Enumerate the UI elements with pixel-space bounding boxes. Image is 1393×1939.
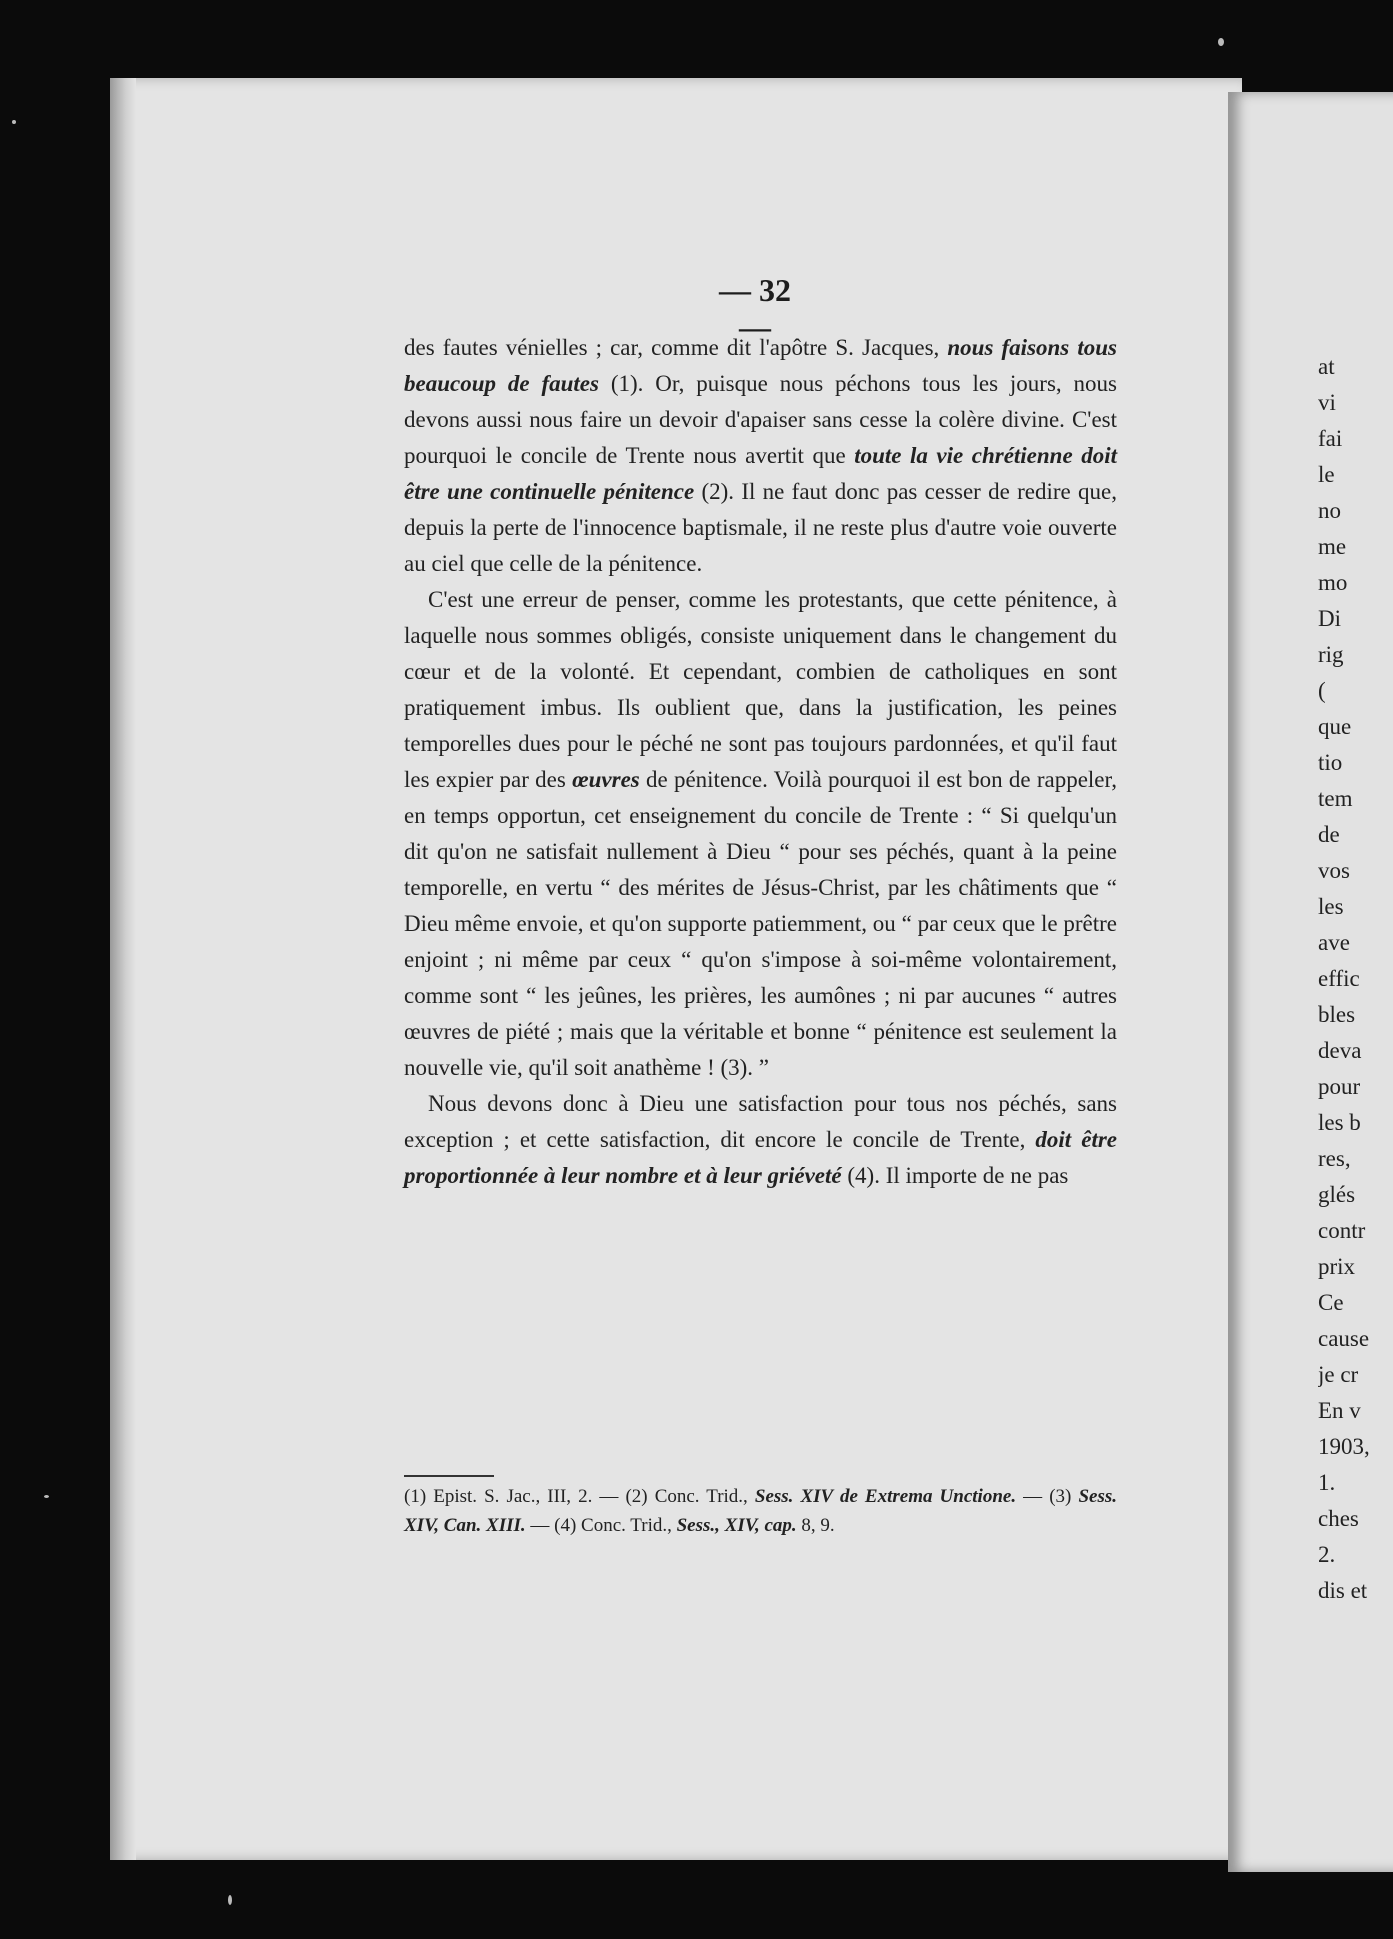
text-span: (2). Il ne faut donc pas cesser de redire que, depuis la perte de l'innocence baptismale, il ne reste plus d'autre voie ouverte au ciel que celle de la pénitence. bbox=[404, 479, 1118, 576]
right-page-line-fragment: 1. bbox=[1318, 1470, 1336, 1495]
right-page-line-fragment: je cr bbox=[1318, 1362, 1359, 1387]
right-page-line-fragment: En v bbox=[1318, 1398, 1361, 1423]
right-page-line-fragment: pour bbox=[1318, 1074, 1361, 1099]
right-page-line-fragment: Ce bbox=[1318, 1290, 1344, 1315]
text-span: Nous devons donc à Dieu une satisfaction pour tous nos péchés, sans exception ; et cette satisfaction, dit encore le concile de Trente, bbox=[404, 1091, 1117, 1152]
text-span: C'est une erreur de penser, comme les protestants, que cette pénitence, à laquelle nous sommes obligés, consiste uniquement dans le changement du cœur et de la volonté. Et cependant, combien de catholiques en sont pratiquement imbus. Ils oublient que, dans la justification, les peines temporelles dues pour le péché ne sont pas toujours pardonnées, et qu'il faut les expier par des bbox=[404, 587, 1117, 792]
right-page-line-fragment: que bbox=[1318, 714, 1352, 739]
text-span: (4). Il importe de ne pas bbox=[841, 1163, 1069, 1188]
right-page-text bbox=[1318, 349, 1393, 1609]
text-span: de pénitence. Voilà pourquoi il est bon de rappeler, en temps opportun, cet enseignement du concile de Trente : “ Si quelqu'un dit qu'on ne satisfait nullement à Dieu “ pour ses péchés, quant à la peine temporelle, en vertu “ des mérites de Jésus-Christ, par les châtiments que “ Dieu même envoie, et qu'on supporte patiemment, ou “ par ceux que le prêtre enjoint ; ni même par ceux “ qu'on s'impose à soi-même volontairement, comme sont “ les jeûnes, les prières, les aumônes ; ni par aucunes “ autres œuvres de piété ; mais que la véritable et bonne “ pénitence est seulement la nouvelle vie, qu'il soit anathème ! (3). ” bbox=[404, 767, 1118, 1080]
text-span: 8, 9. bbox=[796, 1515, 835, 1536]
right-page-line-fragment: fai bbox=[1318, 426, 1343, 451]
right-page-line-fragment: Di bbox=[1318, 606, 1341, 631]
scan-speck bbox=[1218, 38, 1224, 46]
text-span: — (3) bbox=[1016, 1486, 1079, 1507]
right-page-line-fragment: vos bbox=[1318, 858, 1350, 883]
right-page-line-fragment: deva bbox=[1318, 1038, 1362, 1063]
right-page-line-fragment: 2. bbox=[1318, 1542, 1336, 1567]
right-page-line-fragment: me bbox=[1318, 534, 1347, 559]
right-page-line-fragment: tem bbox=[1318, 786, 1353, 811]
scan-speck bbox=[228, 1895, 232, 1905]
scan-speck bbox=[44, 1495, 49, 1498]
footnote-rule bbox=[404, 1475, 494, 1477]
italic-span: Sess. XIV, Can. XIII. bbox=[404, 1486, 1117, 1536]
text-span: — (4) Conc. Trid., bbox=[525, 1515, 677, 1536]
right-page-line-fragment: rig bbox=[1318, 642, 1344, 667]
right-page-line-fragment: les b bbox=[1318, 1110, 1361, 1135]
right-page-line-fragment: no bbox=[1318, 498, 1341, 523]
right-page-line-fragment: 1903, bbox=[1318, 1434, 1370, 1459]
right-page-line-fragment: cause bbox=[1318, 1326, 1370, 1351]
paragraph bbox=[404, 582, 1117, 1086]
right-page-line-fragment: res, bbox=[1318, 1146, 1351, 1171]
italic-span: Sess. XIV de Extrema Unctione. bbox=[754, 1486, 1017, 1507]
italic-span: nous faisons tous beaucoup de fautes bbox=[404, 335, 1117, 396]
italic-span: toute la vie chrétienne doit être une continuelle pénitence bbox=[404, 443, 1117, 504]
main-text bbox=[404, 330, 1117, 1194]
paragraph bbox=[404, 330, 1117, 582]
text-span: (1) Epist. S. Jac., III, 2. — (2) Conc. Trid., bbox=[404, 1486, 755, 1507]
right-page-line-fragment: ches bbox=[1318, 1506, 1359, 1531]
italic-span: œuvres bbox=[572, 767, 640, 792]
right-page-line-fragment: ( bbox=[1318, 678, 1326, 703]
right-page-line-fragment: mo bbox=[1318, 570, 1348, 595]
italic-span: doit être proportionnée à leur nombre et à leur griéveté bbox=[404, 1127, 1117, 1188]
right-page-line-fragment: les bbox=[1318, 894, 1344, 919]
right-page-line-fragment: de bbox=[1318, 822, 1340, 847]
page-number: — 32 — bbox=[719, 272, 791, 345]
right-page-line-fragment: tio bbox=[1318, 750, 1343, 775]
scan-speck bbox=[12, 120, 16, 124]
right-page-line-fragment: prix bbox=[1318, 1254, 1356, 1279]
text-span: des fautes vénielles ; car, comme dit l'apôtre S. Jacques, bbox=[404, 335, 948, 360]
right-page-line-fragment: at bbox=[1318, 354, 1335, 379]
right-page-line-fragment: ave bbox=[1318, 930, 1350, 955]
text-span: (1). Or, puisque nous péchons tous les jours, nous devons aussi nous faire un devoir d'apaiser sans cesse la colère divine. C'est pourquoi le concile de Trente nous avertit que bbox=[404, 371, 1117, 468]
right-page-line-fragment: contr bbox=[1318, 1218, 1366, 1243]
right-page-line-fragment: glés bbox=[1318, 1182, 1356, 1207]
right-page-line-fragment: vi bbox=[1318, 390, 1336, 415]
footnotes bbox=[404, 1482, 1117, 1540]
paragraph bbox=[404, 1086, 1117, 1194]
right-page-line-fragment: le bbox=[1318, 462, 1335, 487]
italic-span: Sess., XIV, cap. bbox=[676, 1515, 797, 1536]
right-page-line-fragment: dis et bbox=[1318, 1578, 1368, 1603]
right-page-line-fragment: effic bbox=[1318, 966, 1360, 991]
right-page-line-fragment: bles bbox=[1318, 1002, 1356, 1027]
